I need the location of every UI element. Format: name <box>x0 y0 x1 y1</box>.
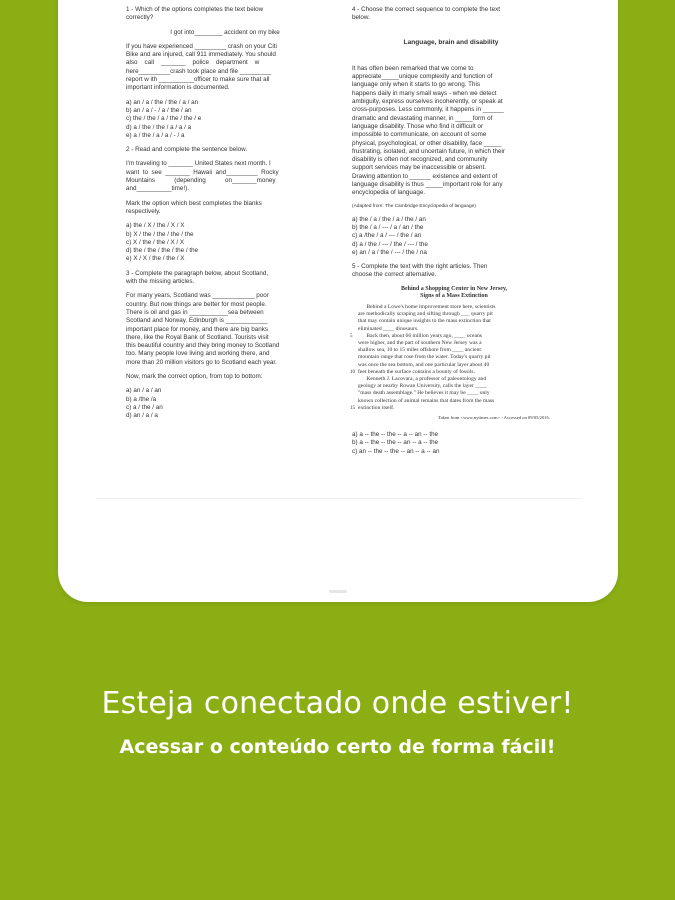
excerpt-line <box>358 362 550 369</box>
text-line: happens daily in many small ways - when we detect <box>352 89 497 97</box>
text-line: want to see _______ Hawaii and_________ Rocky <box>126 168 279 176</box>
left-para-4 <box>126 146 324 154</box>
text-line: a) the / a / the / a / the / an <box>352 215 426 223</box>
text-line: Scotland and Norway. Edinburgh is ____________ <box>126 317 268 325</box>
text-line: choose the correct alternative. <box>352 271 437 279</box>
headline-line: Behind a Shopping Center in New Jersey, <box>400 285 508 292</box>
right-para-2 <box>352 65 550 198</box>
text-line: e) X / X / the / the / X <box>126 255 185 263</box>
left-center-1 <box>126 29 324 37</box>
text-line: disability is often not recognized, and community <box>352 156 488 164</box>
left-para-5 <box>126 160 324 193</box>
right-title-1 <box>352 39 550 47</box>
text-line: ambiguity, express ourselves incoherently, or speak at <box>352 98 503 106</box>
right-column <box>352 6 550 462</box>
text-line: dramatic and devastating manner, in _____form of <box>352 114 493 122</box>
excerpt-line <box>350 368 550 376</box>
left-opts-7 <box>126 222 324 263</box>
text-line: frustrating, isolated, and uncertain future, in which their <box>352 147 505 155</box>
text-line: There is oil and gas in ___________sea between <box>126 308 264 316</box>
text-line: support services may be inaccessible or absent. <box>352 164 487 172</box>
excerpt-line-text: are methodically scraping and sifting through ___ quarry pit <box>358 311 493 318</box>
text-line: with the missing articles. <box>126 278 195 286</box>
right-para-5 <box>352 263 550 280</box>
left-para-0 <box>126 6 324 23</box>
text-line: more than 20 million visitors go to Scotland each year. <box>126 358 277 366</box>
text-line: physical, psychological, or other disability, face _____ <box>352 139 502 147</box>
right-para-0 <box>352 6 550 23</box>
text-line: too. Many people love living and working there, and <box>126 350 270 358</box>
text-line: Language, brain and disability <box>403 38 499 46</box>
text-line: c) X / the / the / X / X <box>126 238 185 246</box>
document-page <box>96 0 582 498</box>
option-line: b) a -- the -- the -- an -- a -- the <box>352 439 439 447</box>
excerpt-options <box>352 431 550 456</box>
excerpt-line <box>358 383 550 390</box>
text-line: 2 - Read and complete the sentence below. <box>126 146 248 154</box>
promo-title: Esteja conectado onde estiver! <box>101 686 574 721</box>
text-line: and__________time!). <box>126 185 190 193</box>
text-line: c) a /the / a / --- / the / an <box>352 232 422 240</box>
text-line: b) a /the /a <box>126 395 157 403</box>
text-line: d) a / the / --- / the / --- / the <box>352 240 428 248</box>
text-line: d) a / the / the / a / a / a <box>126 123 192 131</box>
text-line: a) an / a / the / the / a / an <box>126 98 199 106</box>
excerpt-line-text: geology at nearby Rowan University, calls the layer ____ <box>358 383 487 390</box>
excerpt-headline <box>358 286 550 301</box>
text-line: cross-purposes. Less commonly, it happens in ______ <box>352 106 504 114</box>
excerpt-source: Taken from <www.nytimes.com> - Accessed on 09/05/2016. <box>438 414 550 420</box>
excerpt-line-text: shallow sea, 10 to 15 miles offshore from ____ ancient <box>358 347 481 354</box>
text-line: report w ith __________officer to make sure that all <box>126 76 270 84</box>
left-opts-3 <box>126 99 324 140</box>
excerpt-line-text: feet beneath the surface contains a bounty of fossils. <box>358 368 475 375</box>
excerpt-line <box>358 318 550 325</box>
excerpt-line-text: were higher, and the part of southern New Jersey was a <box>358 339 482 346</box>
text-line: language only when it starts to go wrong. This <box>352 81 480 89</box>
text-line: correctly? <box>126 14 154 22</box>
text-line: country. But now things are better for most people. <box>126 300 267 308</box>
left-column <box>126 6 324 426</box>
left-para-6 <box>126 200 324 217</box>
text-line: a) the / X / the / X / X <box>126 222 185 230</box>
left-para-9 <box>126 292 324 367</box>
text-line: If you have experienced _________ crash on your Citi <box>126 42 277 50</box>
text-line: 1 - Which of the options completes the text below <box>126 6 264 13</box>
excerpt-line <box>358 311 550 318</box>
promo-subtitle: Acessar o conteúdo certo de forma fácil! <box>119 736 556 758</box>
right-opts-4 <box>352 216 550 257</box>
excerpt-line <box>350 332 550 340</box>
excerpt-line <box>358 390 550 397</box>
text-line: impossible to communicate, on account of some <box>352 131 487 139</box>
excerpt-line <box>358 398 550 405</box>
excerpt-line <box>358 326 550 333</box>
text-line: For many years, Scotland was ____________ poor <box>126 292 269 300</box>
line-number: 10 <box>350 369 355 375</box>
text-line: b) an / a / - / a / the / an <box>126 106 192 114</box>
text-line: Now, mark the correct option, from top to bottom: <box>126 372 263 380</box>
option-line: a) a -- the -- the -- a -- an -- the <box>352 431 439 439</box>
text-line: c) a / the / an <box>126 403 163 411</box>
excerpt-line-text: Back then, about 66 million years ago, ____ oceans <box>358 332 482 339</box>
text-line: e) an / a / the / --- / the / na <box>352 248 427 256</box>
text-line: 4 - Choose the correct sequence to complete the text <box>352 6 501 13</box>
excerpt-line-text: that may contain unique insights to the mass extinction that <box>358 318 491 325</box>
line-number: 5 <box>350 333 353 339</box>
text-line: Mountains (depending on_______money <box>126 177 276 185</box>
text-line: important place for money, and there are big banks <box>126 325 268 333</box>
excerpt-line-text: "mass death assemblage." He believes it may be ____ only <box>358 390 490 397</box>
home-indicator <box>329 590 347 593</box>
headline-line: Signs of a Mass Extinction <box>420 293 488 300</box>
tablet-frame <box>58 0 618 602</box>
text-line: (Adapted from: The Cambridge Encyclopedia of language) <box>352 203 476 209</box>
text-line: also call _______ police department w <box>126 59 260 67</box>
text-line: b) the / a / --- / a / an / the <box>352 223 424 231</box>
text-line: b) X / the / the / the / the <box>126 230 194 238</box>
text-line: here_________crash took place and file _________ <box>126 67 272 75</box>
excerpt-line-text: Behind a Lowe's home improvement store here, scientists <box>358 303 496 310</box>
text-line: appreciate_____unique complexity and function of <box>352 73 493 81</box>
left-para-10 <box>126 373 324 381</box>
excerpt-line-text: Kenneth J. Lacovara, a professor of paleontology and <box>358 375 487 382</box>
text-line: Drawing attention to ______ existence and extent of <box>352 172 498 180</box>
text-line: this beautiful country and they bring money to Scotland <box>126 342 280 350</box>
excerpt-line-text: known collection of animal remains that dates from the mass <box>358 397 495 404</box>
line-number: 15 <box>350 405 355 411</box>
text-line: It has often been remarked that we come to <box>352 64 474 72</box>
text-line: language disability. Those who find it difficult or <box>352 122 483 130</box>
text-line: Bike and are injured, call 911 immediately. You should <box>126 51 276 59</box>
text-line: a) an / a / an <box>126 387 162 395</box>
text-line: below. <box>352 14 370 22</box>
option-line: c) an -- the -- the -- an -- a -- an <box>352 447 440 455</box>
text-line: respectively. <box>126 207 161 215</box>
text-line: d) an / a / a <box>126 412 158 420</box>
text-line: Mark the option which best completes the blanks <box>126 199 262 207</box>
text-line: I'm traveling to _______ United States next month. I <box>126 160 271 168</box>
excerpt-line-text: mountain range that rose from the water. Today's quarry pit <box>358 354 491 361</box>
text-line: c) the / the / a / the / the / e <box>126 115 202 123</box>
right-small-3 <box>352 204 550 210</box>
text-line: encyclopedia of language. <box>352 189 426 197</box>
left-para-2 <box>126 43 324 93</box>
tablet-screen[interactable] <box>96 0 582 499</box>
excerpt-line-text: extinction itself. <box>358 404 395 411</box>
text-line: 5 - Complete the text with the right articles. Then <box>352 263 488 271</box>
excerpt-line <box>358 354 550 361</box>
left-opts-11 <box>126 387 324 420</box>
excerpt-line <box>358 376 550 383</box>
excerpt-line-text: was once the sea bottom, and one particular layer about 40 <box>358 361 490 368</box>
left-para-8 <box>126 270 324 287</box>
article-excerpt <box>350 285 550 421</box>
text-line: d) the / the / the / the / the <box>126 247 199 255</box>
excerpt-line <box>350 404 550 412</box>
text-line: there, like the Royal Bank of Scotland. Tourists visit <box>126 333 269 341</box>
text-line: I got into________ accident on my bike <box>170 28 280 36</box>
text-line: e) a / the / a / a / - / a <box>126 131 185 139</box>
excerpt-line-text: eliminated ____ dinosaurs. <box>358 325 419 332</box>
text-line: important information is documented. <box>126 84 230 92</box>
text-line: language disability is thus _____important role for any <box>352 181 503 189</box>
text-line: 3 - Complete the paragraph below, about Scotland, <box>126 269 269 277</box>
